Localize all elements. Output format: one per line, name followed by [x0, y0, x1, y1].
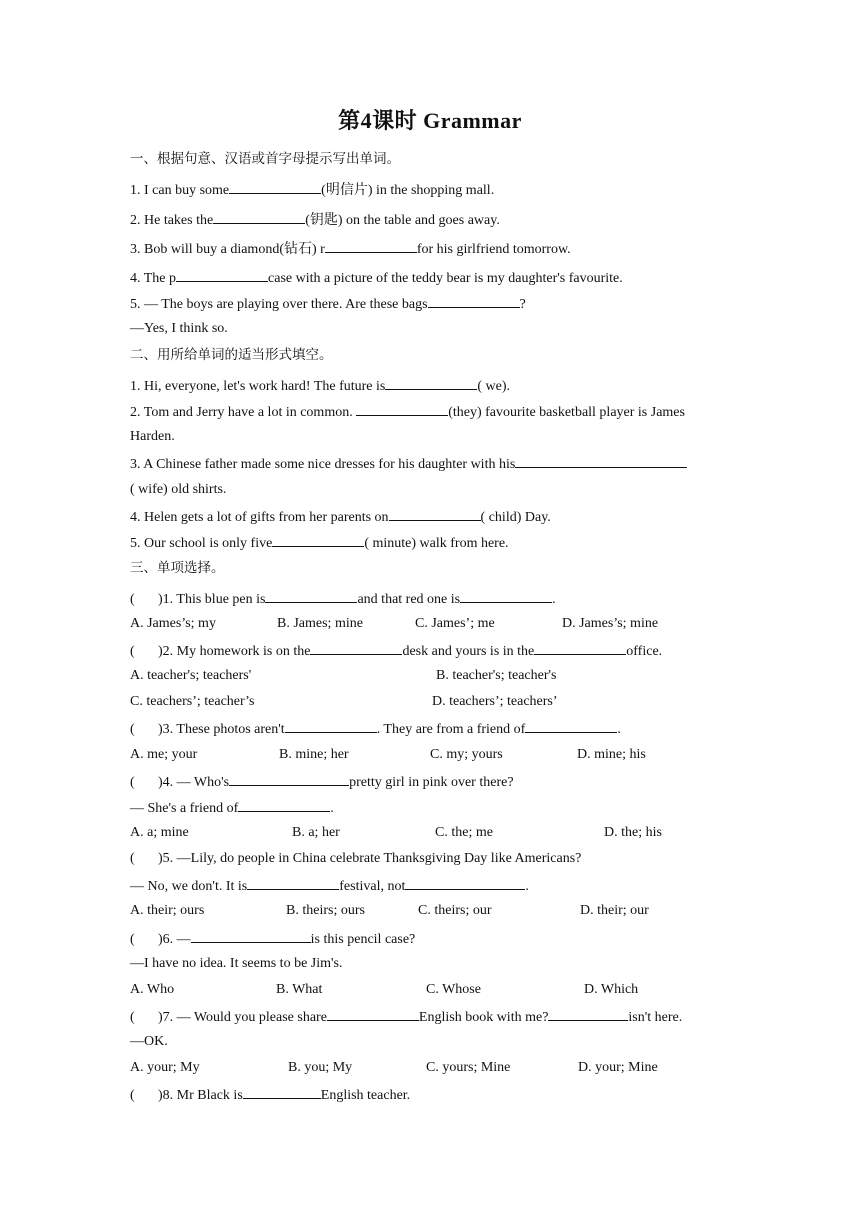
- option-a[interactable]: A. teacher's; teachers': [130, 668, 252, 683]
- answer-blank[interactable]: [229, 180, 321, 194]
- s2-question-2-cont: Harden.: [130, 429, 175, 444]
- option-b[interactable]: B. you; My: [288, 1060, 353, 1075]
- answer-blank-extension: [607, 454, 687, 468]
- mc-question-6: ( )6. — is this pencil case?: [130, 929, 415, 949]
- option-d[interactable]: D. their; our: [580, 903, 649, 918]
- answer-blank[interactable]: [460, 589, 552, 603]
- option-c[interactable]: C. theirs; our: [418, 903, 492, 918]
- option-a[interactable]: A. me; your: [130, 747, 198, 762]
- section-3-heading: 三、单项选择。: [130, 560, 225, 576]
- option-c[interactable]: C. teachers’; teacher’s: [130, 694, 255, 709]
- section-2-heading: 二、用所给单词的适当形式填空。: [130, 347, 333, 363]
- option-d[interactable]: D. teachers’; teachers’: [432, 694, 558, 709]
- option-d[interactable]: D. the; his: [604, 825, 662, 840]
- answer-blank[interactable]: [238, 798, 330, 812]
- option-d[interactable]: D. James’s; mine: [562, 616, 659, 631]
- mc-question-7-reply: —OK.: [130, 1034, 168, 1049]
- option-c[interactable]: C. James’; me: [415, 616, 495, 631]
- answer-blank[interactable]: [389, 507, 481, 521]
- option-b[interactable]: B. James; mine: [277, 616, 363, 631]
- answer-blank[interactable]: [356, 402, 448, 416]
- option-c[interactable]: C. yours; Mine: [426, 1060, 511, 1075]
- mc-question-5-reply: — No, we don't. It is festival, not .: [130, 876, 529, 896]
- answer-blank[interactable]: [229, 772, 349, 786]
- answer-blank[interactable]: [243, 1085, 321, 1099]
- s1-question-5: 5. — The boys are playing over there. Are these bags ?: [130, 294, 526, 314]
- s2-question-1: 1. Hi, everyone, let's work hard! The future is ( we).: [130, 376, 510, 396]
- s2-question-2: 2. Tom and Jerry have a lot in common. (they) favourite basketball player is James: [130, 402, 685, 422]
- answer-blank[interactable]: [265, 589, 357, 603]
- answer-blank[interactable]: [515, 454, 607, 468]
- option-d[interactable]: D. Which: [584, 982, 639, 997]
- s2-question-3-cont: ( wife) old shirts.: [130, 482, 227, 497]
- option-c[interactable]: C. Whose: [426, 982, 481, 997]
- option-d[interactable]: D. mine; his: [577, 747, 646, 762]
- mc-question-7: ( )7. — Would you please share English book with me? isn't here.: [130, 1007, 682, 1027]
- answer-blank[interactable]: [405, 876, 525, 890]
- answer-blank[interactable]: [213, 210, 305, 224]
- option-a[interactable]: A. a; mine: [130, 825, 189, 840]
- page-title: 第4课时 Grammar: [338, 108, 522, 133]
- answer-blank[interactable]: [247, 876, 339, 890]
- option-c[interactable]: C. my; yours: [430, 747, 503, 762]
- answer-blank[interactable]: [525, 719, 617, 733]
- option-a[interactable]: A. their; ours: [130, 903, 205, 918]
- option-b[interactable]: B. teacher's; teacher's: [436, 668, 557, 683]
- answer-blank[interactable]: [285, 719, 377, 733]
- answer-blank[interactable]: [534, 641, 626, 655]
- s2-question-5: 5. Our school is only five ( minute) walk from here.: [130, 533, 509, 553]
- mc-question-3: ( )3. These photos aren't . They are from a friend of .: [130, 719, 621, 739]
- answer-blank[interactable]: [548, 1007, 628, 1021]
- mc-question-4: ( )4. — Who's pretty girl in pink over there?: [130, 772, 514, 792]
- option-b[interactable]: B. theirs; ours: [286, 903, 365, 918]
- mc-question-1: ( )1. This blue pen is and that red one is .: [130, 589, 556, 609]
- option-b[interactable]: B. What: [276, 982, 323, 997]
- option-a[interactable]: A. Who: [130, 982, 175, 997]
- option-a[interactable]: A. your; My: [130, 1060, 200, 1075]
- answer-blank[interactable]: [428, 294, 520, 308]
- s1-question-3: 3. Bob will buy a diamond(钻石) r for his girlfriend tomorrow.: [130, 239, 571, 259]
- mc-question-4-reply: — She's a friend of .: [130, 798, 334, 818]
- option-c[interactable]: C. the; me: [435, 825, 493, 840]
- answer-blank[interactable]: [327, 1007, 419, 1021]
- s1-question-5-reply: —Yes, I think so.: [130, 321, 228, 336]
- s2-question-3: 3. A Chinese father made some nice dresses for his daughter with his: [130, 454, 687, 474]
- s1-question-1: 1. I can buy some (明信片) in the shopping mall.: [130, 180, 494, 200]
- s1-question-4: 4. The p case with a picture of the teddy bear is my daughter's favourite.: [130, 268, 623, 288]
- s1-question-2: 2. He takes the (钥匙) on the table and goes away.: [130, 210, 500, 230]
- mc-question-5: ( )5. —Lily, do people in China celebrate Thanksgiving Day like Americans?: [130, 851, 582, 866]
- answer-blank[interactable]: [191, 929, 311, 943]
- section-1-heading: 一、根据句意、汉语或首字母提示写出单词。: [130, 151, 400, 167]
- answer-blank[interactable]: [385, 376, 477, 390]
- s2-question-4: 4. Helen gets a lot of gifts from her parents on ( child) Day.: [130, 507, 551, 527]
- option-d[interactable]: D. your; Mine: [578, 1060, 658, 1075]
- mc-question-2: ( )2. My homework is on the desk and yours is in the office.: [130, 641, 662, 661]
- answer-blank[interactable]: [272, 533, 364, 547]
- mc-question-6-reply: —I have no idea. It seems to be Jim's.: [130, 956, 343, 971]
- answer-blank[interactable]: [176, 268, 268, 282]
- option-b[interactable]: B. mine; her: [279, 747, 349, 762]
- option-b[interactable]: B. a; her: [292, 825, 340, 840]
- answer-blank[interactable]: [310, 641, 402, 655]
- option-a[interactable]: A. James’s; my: [130, 616, 216, 631]
- answer-blank[interactable]: [325, 239, 417, 253]
- mc-question-8: ( )8. Mr Black is English teacher.: [130, 1085, 410, 1105]
